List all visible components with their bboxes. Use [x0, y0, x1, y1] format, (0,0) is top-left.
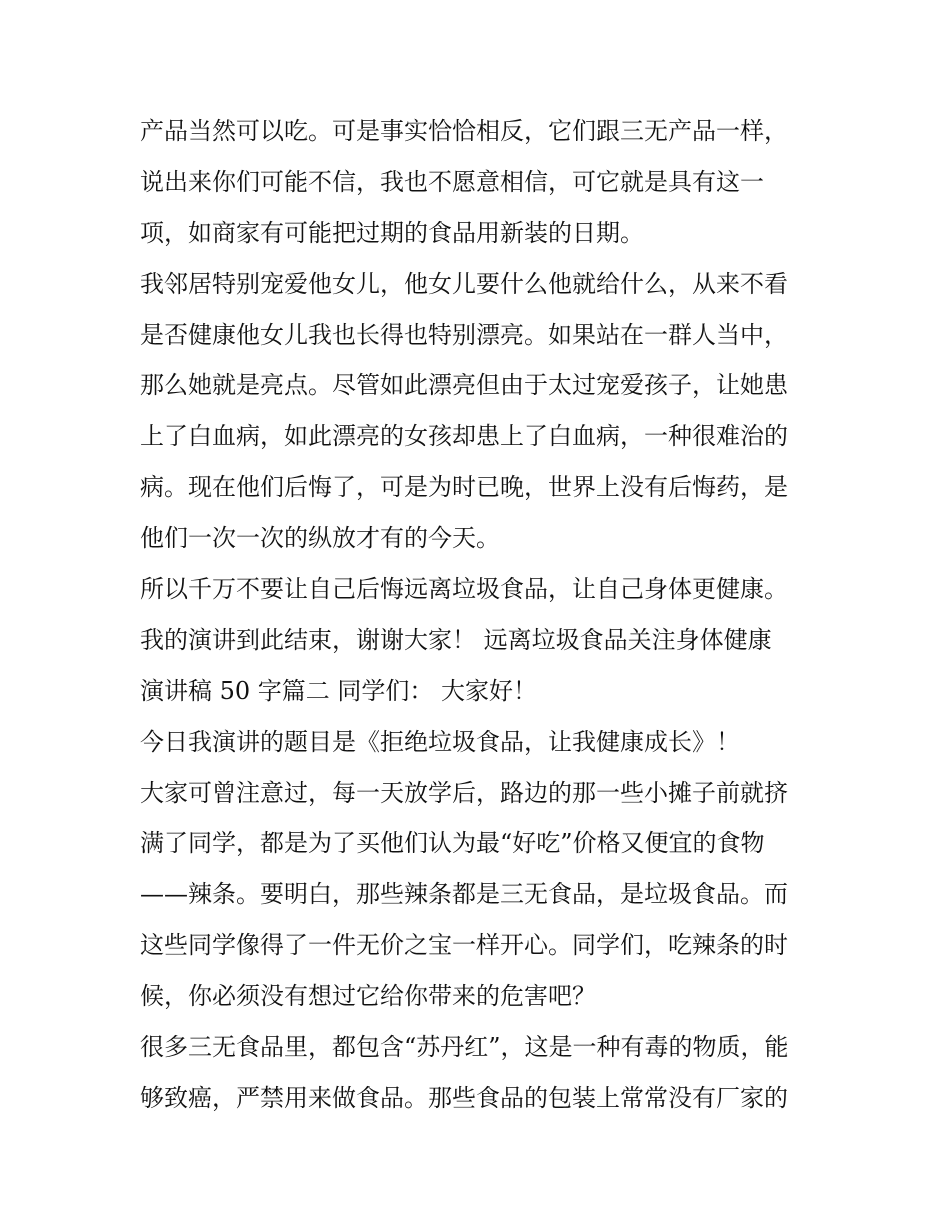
text-line: 上了白血病，如此漂亮的女孩却患上了白血病，一种很难治的	[140, 422, 788, 451]
text-line: 大家可曾注意过，每一天放学后，路边的那一些小摊子前就挤	[140, 778, 788, 807]
text-line: 今日我演讲的题目是《拒绝垃圾食品，让我健康成长》！	[140, 727, 740, 756]
text-line: 我邻居特别宠爱他女儿，他女儿要什么他就给什么，从来不看	[140, 269, 788, 298]
text-line: 我的演讲到此结束，谢谢大家！ 远离垃圾食品关注身体健康	[140, 625, 772, 654]
text-line: 满了同学，都是为了买他们认为最“好吃”价格又便宜的食物	[140, 829, 765, 858]
text-line: 所以千万不要让自己后悔远离垃圾食品，让自己身体更健康。	[140, 575, 788, 604]
text-line: 够致癌，严禁用来做食品。那些食品的包装上常常没有厂家的	[140, 1083, 788, 1112]
text-line: 很多三无食品里，都包含“苏丹红”，这是一种有毒的物质，能	[140, 1033, 789, 1062]
text-line: 他们一次一次的纵放才有的今天。	[140, 524, 500, 553]
text-line: 说出来你们可能不信，我也不愿意相信，可它就是具有这一	[140, 167, 764, 196]
text-line: 这些同学像得了一件无价之宝一样开心。同学们，吃辣条的时	[140, 931, 788, 960]
body-text	[140, 106, 820, 1124]
text-line: 演讲稿 50 字篇二 同学们： 大家好！	[140, 676, 538, 705]
text-line: 候，你必须没有想过它给你带来的危害吧？	[140, 982, 596, 1011]
text-line: 病。现在他们后悔了，可是为时已晚，世界上没有后悔药，是	[140, 473, 788, 502]
text-line: 产品当然可以吃。可是事实恰恰相反，它们跟三无产品一样，	[140, 117, 788, 145]
text-line: 项，如商家有可能把过期的食品用新装的日期。	[140, 218, 644, 247]
text-line: 是否健康他女儿我也长得也特别漂亮。如果站在一群人当中，	[140, 320, 788, 349]
text-line: ——辣条。要明白，那些辣条都是三无食品，是垃圾食品。而	[140, 880, 788, 909]
text-line: 那么她就是亮点。尽管如此漂亮但由于太过宠爱孩子，让她患	[140, 371, 788, 400]
